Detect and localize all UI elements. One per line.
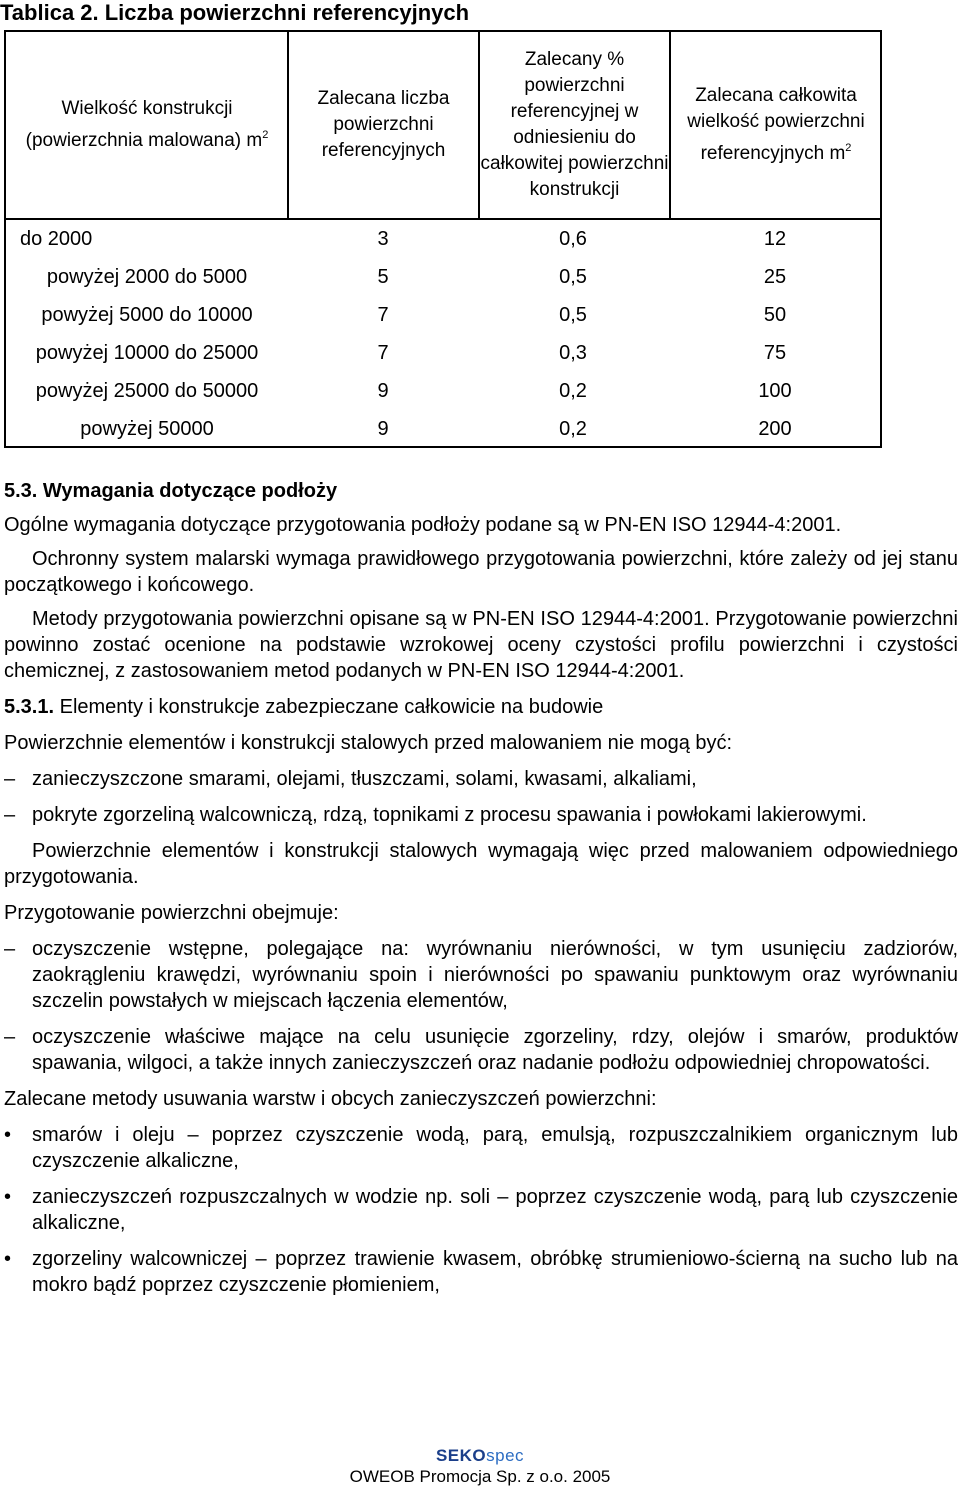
list-item: – pokryte zgorzeliną walcowniczą, rdzą, topnikami z procesu spawania i powłokami lakierowymi.: [4, 804, 867, 826]
table-row: powyżej 25000 do 50000 9 0,2 100: [35, 380, 792, 402]
dash-marker: –: [4, 1026, 16, 1048]
list-item: – oczyszczenie właściwe mające na celu usunięcie zgorzeliny, rdzy, olejów i smarów, produktów spawania, wilgoci, a także innych zanieczyszczeń oraz nadanie podłożu odpowiedniej chropowatości.: [4, 1026, 958, 1074]
bullet-item: • smarów i oleju – poprzez czyszczenie wodą, parą, emulsją, rozpuszczalnikiem organicznym lub czyszczenie alkaliczne,: [4, 1124, 958, 1172]
subsection-heading: [4, 694, 958, 720]
bullet-item: • zgorzeliny walcowniczej – poprzez trawienie kwasem, obróbkę strumieniowo-ścierną na sucho lub na mokro bądź poprzez czyszczenie płomieniem,: [4, 1248, 958, 1296]
paragraph: Przygotowanie powierzchni obejmuje:: [4, 902, 339, 924]
header-total-reference-area: Zalecana całkowita wielkość powierzchni referencyjnych $m^2$: [687, 85, 865, 164]
table-title: Tablica 2. Liczba powierzchni referencyjnych: [0, 0, 470, 25]
subsection-number: 5.3.1.: [4, 696, 55, 718]
bullet-marker: •: [4, 1248, 12, 1270]
table-row: powyżej 5000 do 10000 7 0,5 50: [41, 304, 787, 326]
footer-copyright: OWEOB Promocja Sp. z o.o. 2005: [349, 1467, 611, 1486]
paragraph: Metody przygotowania powierzchni opisane są w PN-EN ISO 12944-4:2001. Przygotowanie powierzchni powinno zostać ocenione na podstawie wzrokowej oceny czystości profilu powierzchni i czystości chemicznej, z zastosowaniem metod podanych w PN-EN ISO 12944-4:2001.: [4, 608, 958, 682]
paragraph: Zalecane metody usuwania warstw i obcych zanieczyszczeń powierzchni:: [4, 1088, 657, 1110]
table-row: powyżej 2000 do 5000 5 0,5 25: [46, 266, 787, 288]
bullet-marker: •: [4, 1186, 12, 1208]
table-row: powyżej 10000 do 25000 7 0,3 75: [35, 342, 787, 364]
table-row: powyżej 50000 9 0,2 200: [80, 418, 792, 440]
reference-surfaces-table: [4, 30, 882, 448]
section-heading: 5.3. Wymagania dotyczące podłoży: [4, 480, 338, 502]
page-footer: [0, 1446, 960, 1488]
section-body: [4, 478, 958, 1298]
paragraph: Ogólne wymagania dotyczące przygotowania podłoży podane są w PN-EN ISO 12944-4:2001.: [4, 514, 842, 536]
header-construction-size: Wielkość konstrukcji (powierzchnia malowana) $m^2$: [25, 98, 269, 151]
dash-marker: –: [4, 768, 16, 790]
paragraph: Powierzchnie elementów i konstrukcji stalowych przed malowaniem nie mogą być:: [4, 732, 733, 754]
dash-marker: –: [4, 804, 16, 826]
list-item: – zanieczyszczone smarami, olejami, tłuszczami, solami, kwasami, alkaliami,: [4, 768, 697, 790]
header-reference-count: Zalecana liczba powierzchni referencyjnych: [317, 88, 450, 161]
paragraph: Ochronny system malarski wymaga prawidłowego przygotowania powierzchni, które zależy od jej stanu początkowego i końcowego.: [4, 548, 958, 596]
table-row: do 2000 3 0,6 12: [20, 228, 787, 250]
bullet-item: • zanieczyszczeń rozpuszczalnych w wodzie np. soli – poprzez czyszczenie wodą, parą lub czyszczenie alkaliczne,: [4, 1186, 958, 1234]
bullet-marker: •: [4, 1124, 12, 1146]
dash-marker: –: [4, 938, 16, 960]
list-item: – oczyszczenie wstępne, polegające na: wyrównaniu nierówności, w tym usunięciu zadziorów, zaokrągleniu krawędzi, wyrównaniu spoin i nierówności po spawaniu punktowym oraz wyrównaniu szczelin powstałych w miejscach łączenia elementów,: [4, 938, 958, 1012]
sekospec-logo: SEKOspec: [435, 1446, 525, 1465]
paragraph: Powierzchnie elementów i konstrukcji stalowych wymagają więc przed malowaniem odpowiedniego przygotowania.: [4, 840, 958, 888]
subsection-title: Elementy i konstrukcje zabezpieczane całkowicie na budowie: [54, 696, 604, 718]
header-reference-percent: Zalecany % powierzchni referencyjnej w odniesieniu do całkowitej powierzchni konstrukcji: [480, 49, 669, 200]
